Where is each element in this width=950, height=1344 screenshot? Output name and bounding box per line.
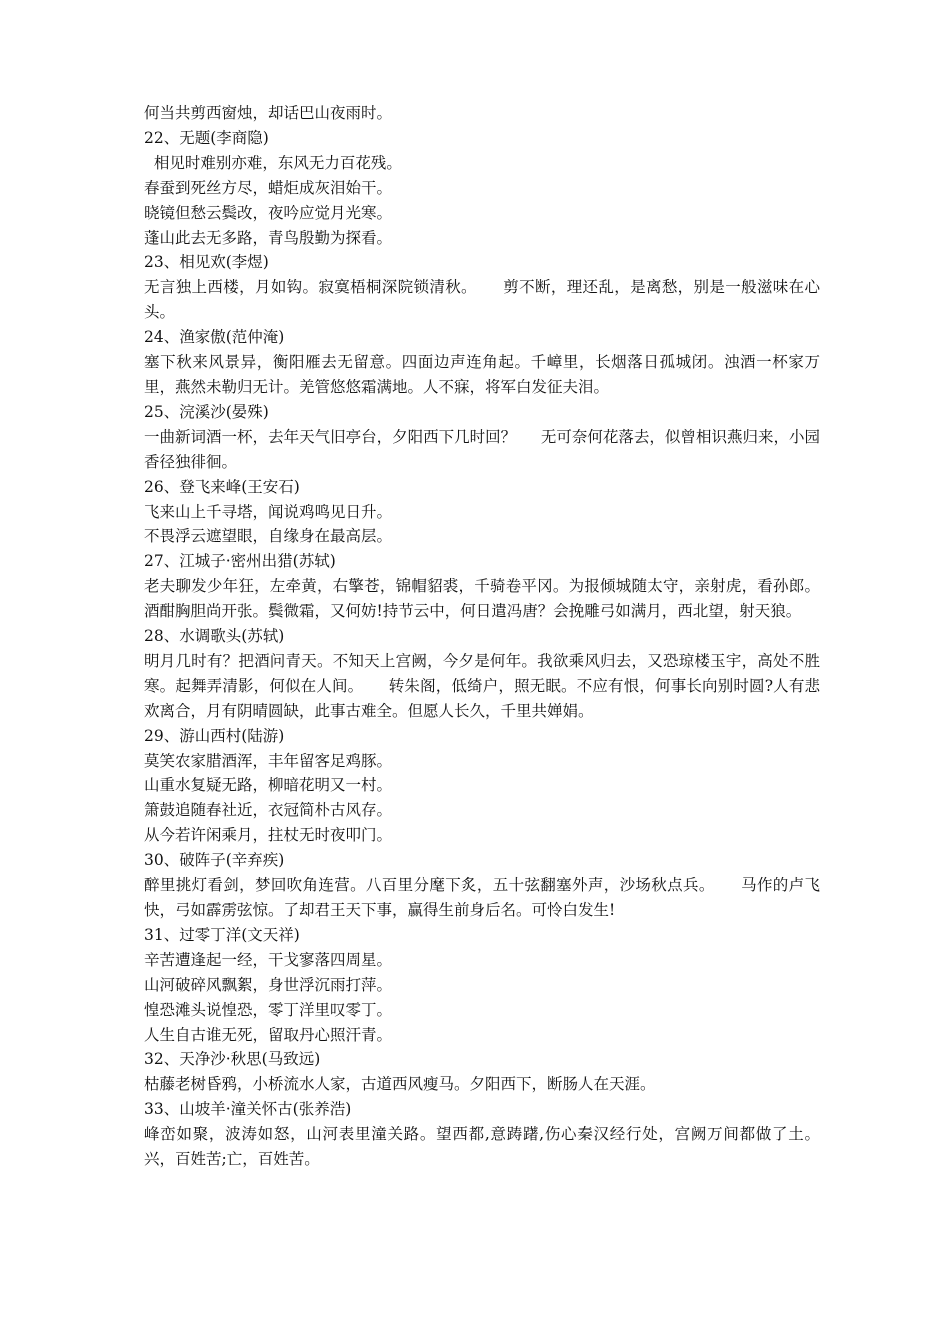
poem-paragraph: 无言独上西楼，月如钩。寂寞梧桐深院锁清秋。 剪不断，理还乱，是离愁，别是一般滋味在心头。 [144,278,820,322]
poem-heading-22: 22、无题(李商隐) [144,128,269,147]
verse-line: 春蚕到死丝方尽，蜡炬成灰泪始干。 [144,178,393,197]
verse-line: 人生自古谁无死，留取丹心照汗青。 [144,1025,393,1044]
poem-heading-26: 26、登飞来峰(王安石) [144,477,300,496]
verse-line: 辛苦遭逢起一经，干戈寥落四周星。 [144,950,393,969]
poem-heading-31: 31、过零丁洋(文天祥) [144,925,300,944]
poem-heading-29: 29、游山西村(陆游) [144,726,285,745]
poem-paragraph: 老夫聊发少年狂，左牵黄，右擎苍，锦帽貂裘，千骑卷平冈。为报倾城随太守，亲射虎，看孙郎。 酒酣胸胆尚开张。鬓微霜，又何妨!持节云中，何日遣冯唐？会挽雕弓如满月，西北望，射天狼。 [144,577,845,621]
poem-heading-24: 24、渔家傲(范仲淹) [144,328,285,347]
poem-paragraph: 枯藤老树昏鸦，小桥流水人家，古道西风瘦马。夕阳西下，断肠人在天涯。 [144,1075,656,1094]
poem-heading-25: 25、浣溪沙(晏殊) [144,402,269,421]
poem-paragraph: 塞下秋来风景异，衡阳雁去无留意。四面边声连角起。千嶂里，长烟落日孤城闭。浊酒一杯家万里，燕然未勒归无计。羌管悠悠霜满地。人不寐，将军白发征夫泪。 [144,353,820,396]
document-body [144,101,845,1172]
verse-line: 莫笑农家腊酒浑，丰年留客足鸡豚。 [144,751,393,770]
poem-paragraph: 一曲新词酒一杯，去年天气旧亭台，夕阳西下几时回？ 无可奈何花落去，似曾相识燕归来，小园香径独徘徊。 [144,427,820,471]
poem-paragraph: 峰峦如聚，波涛如怒，山河表里潼关路。望西都,意踌躇,伤心秦汉经行处，宫阙万间都做了土。兴，百姓苦;亡，百姓苦。 [144,1125,820,1169]
verse-line: 山河破碎风飘絮，身世浮沉雨打萍。 [144,975,393,994]
poem-paragraph: 醉里挑灯看剑，梦回吹角连营。八百里分麾下炙，五十弦翻塞外声，沙场秋点兵。 马作的卢飞快，弓如霹雳弦惊。了却君王天下事，赢得生前身后名。可怜白发生! [144,876,820,919]
poem-heading-32: 32、天净沙·秋思(马致远) [144,1050,321,1069]
verse-line: 不畏浮云遮望眼，自缘身在最高层。 [144,527,393,546]
verse-line: 蓬山此去无多路，青鸟殷勤为探看。 [144,228,393,247]
poem-paragraph: 明月几时有？把酒问青天。不知天上宫阙，今夕是何年。我欲乘风归去，又恐琼楼玉宇，高处不胜寒。起舞弄清影，何似在人间。 转朱阁，低绮户，照无眠。不应有恨，何事长向别时圆?人有悲欢离合，月有阴晴圆缺，此事古难全。但愿人长久，千里共婵娟。 [144,651,820,720]
poem-heading-28: 28、水调歌头(苏轼) [144,627,285,646]
verse-line: 山重水复疑无路，柳暗花明又一村。 [144,776,393,795]
poem-heading-27: 27、江城子·密州出猎(苏轼) [144,552,336,571]
verse-line: 晓镜但愁云鬓改，夜吟应觉月光寒。 [144,203,393,222]
verse-line: 从今若许闲乘月，拄杖无时夜叩门。 [144,826,393,845]
poem-heading-33: 33、山坡羊·潼关怀古(张养浩) [144,1100,352,1119]
verse-line: 飞来山上千寻塔，闻说鸡鸣见日升。 [144,502,393,521]
verse-line: 相见时难别亦难，东风无力百花残。 [144,153,402,172]
poem-heading-30: 30、破阵子(辛弃疾) [144,851,285,870]
verse-line: 箫鼓追随春社近，衣冠简朴古风存。 [144,801,393,820]
poem-heading-23: 23、相见欢(李煜) [144,253,269,272]
verse-line: 惶恐滩头说惶恐，零丁洋里叹零丁。 [144,1000,393,1019]
verse-line: 何当共剪西窗烛，却话巴山夜雨时。 [144,104,393,122]
